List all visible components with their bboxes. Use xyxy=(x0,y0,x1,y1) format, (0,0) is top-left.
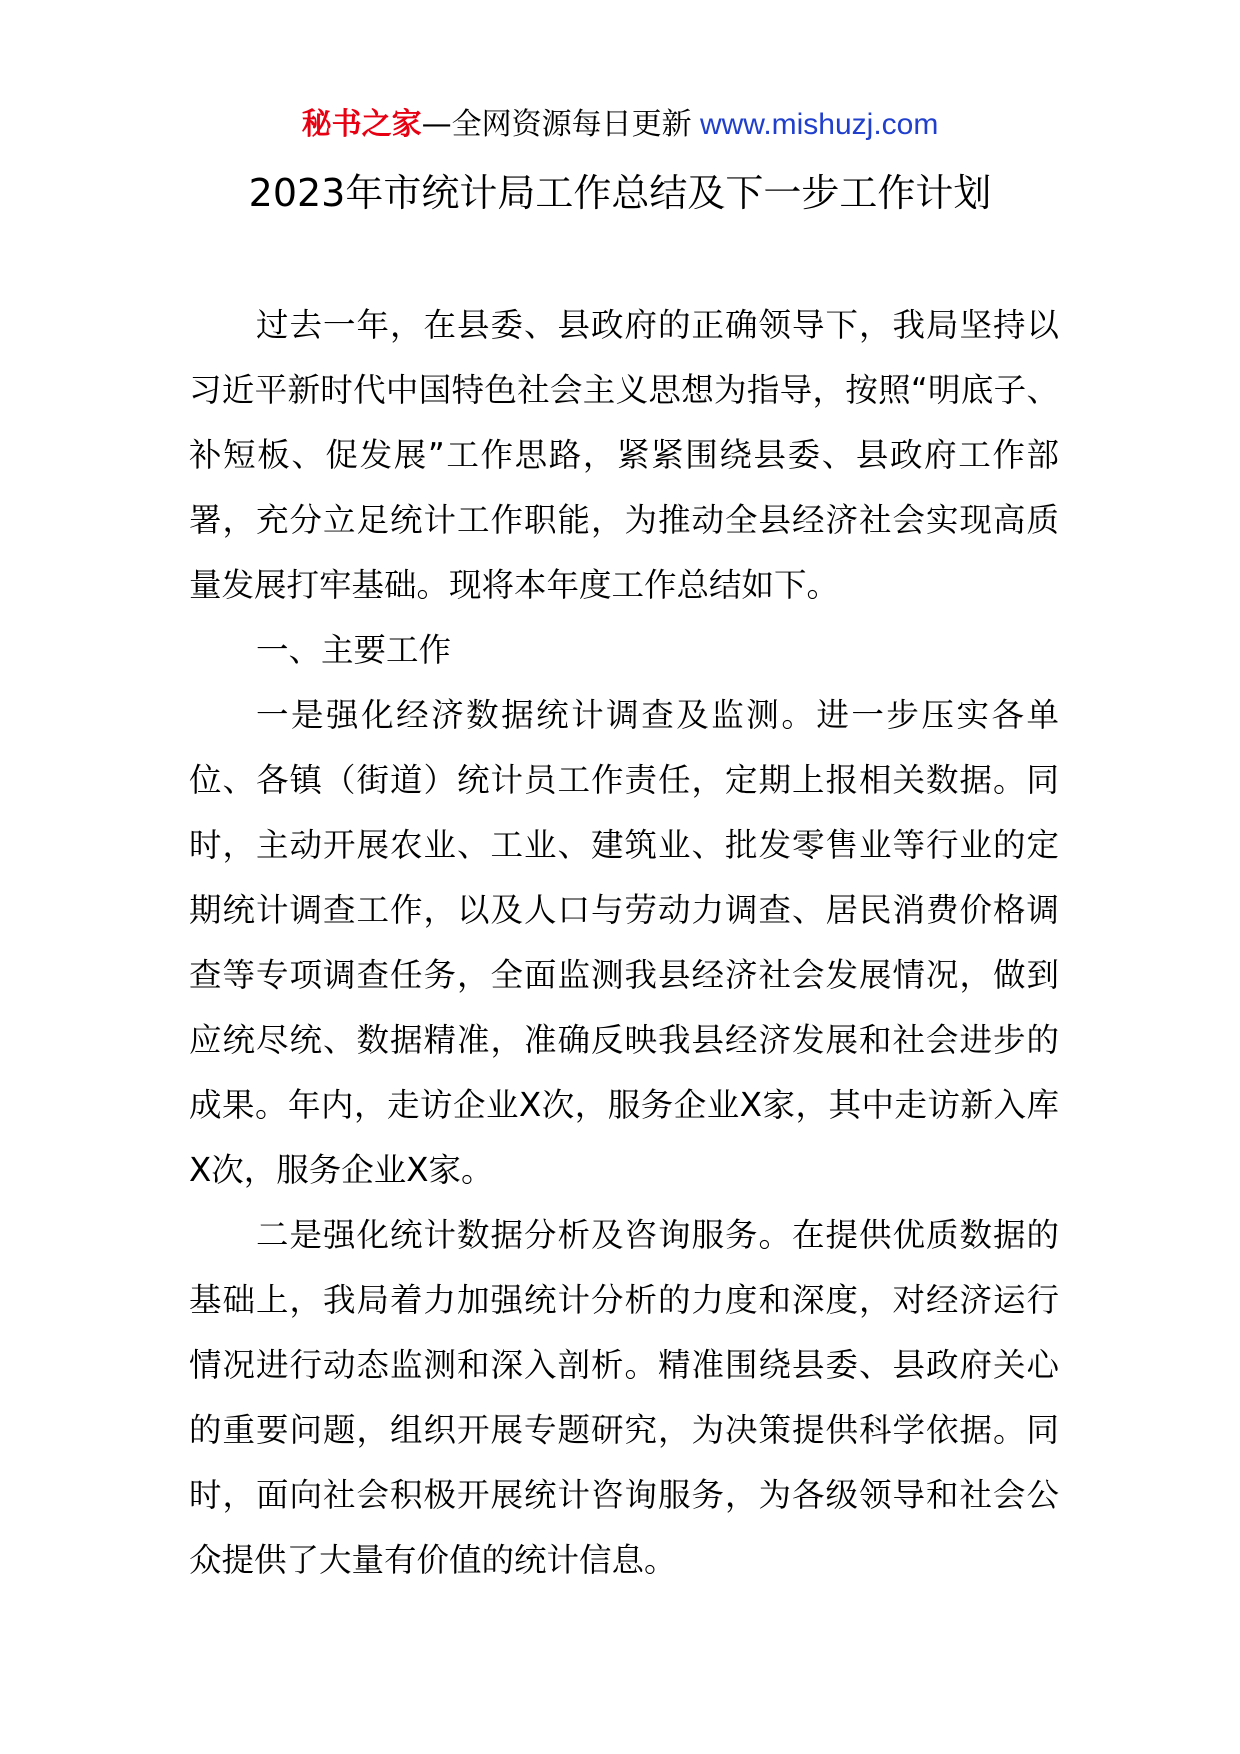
brand-name: 秘书之家 xyxy=(301,107,422,142)
intro-paragraph: 过去一年，在县委、县政府的正确领导下，我局坚持以习近平新时代中国特色社会主义思想为指导，按照“明底子、补短板、促发展”工作思路，紧紧围绕县委、县政府工作部署，充分立足统计工作职能，为推动全县经济社会实现高质量发展打牢基础。现将本年度工作总结如下。 xyxy=(189,306,1059,604)
header-tagline: —全网资源每日更新 xyxy=(421,107,692,142)
site-url-link[interactable]: www.mishuzj.com xyxy=(691,108,939,141)
site-header xyxy=(0,100,1240,150)
section-heading: 一、主要工作 xyxy=(256,631,452,669)
work-item-paragraph: 二是强化统计数据分析及咨询服务。在提供优质数据的基础上，我局着力加强统计分析的力度和深度，对经济运行情况进行动态监测和深入剖析。精准围绕县委、县政府关心的重要问题，组织开展专题研究，为决策提供科学依据。同时，面向社会积极开展统计咨询服务，为各级领导和社会公众提供了大量有价值的统计信息。 xyxy=(189,1216,1059,1579)
document-title: 2023年市统计局工作总结及下一步工作计划 xyxy=(248,171,992,215)
document-body xyxy=(189,293,1059,1593)
work-item-paragraph: 一是强化经济数据统计调查及监测。进一步压实各单位、各镇（街道）统计员工作责任，定期上报相关数据。同时，主动开展农业、工业、建筑业、批发零售业等行业的定期统计调查工作，以及人口与劳动力调查、居民消费价格调查等专项调查任务，全面监测我县经济社会发展情况，做到应统尽统、数据精准，准确反映我县经济发展和社会进步的成果。年内，走访企业X次，服务企业X家，其中走访新入库X次，服务企业X家。 xyxy=(189,696,1059,1189)
